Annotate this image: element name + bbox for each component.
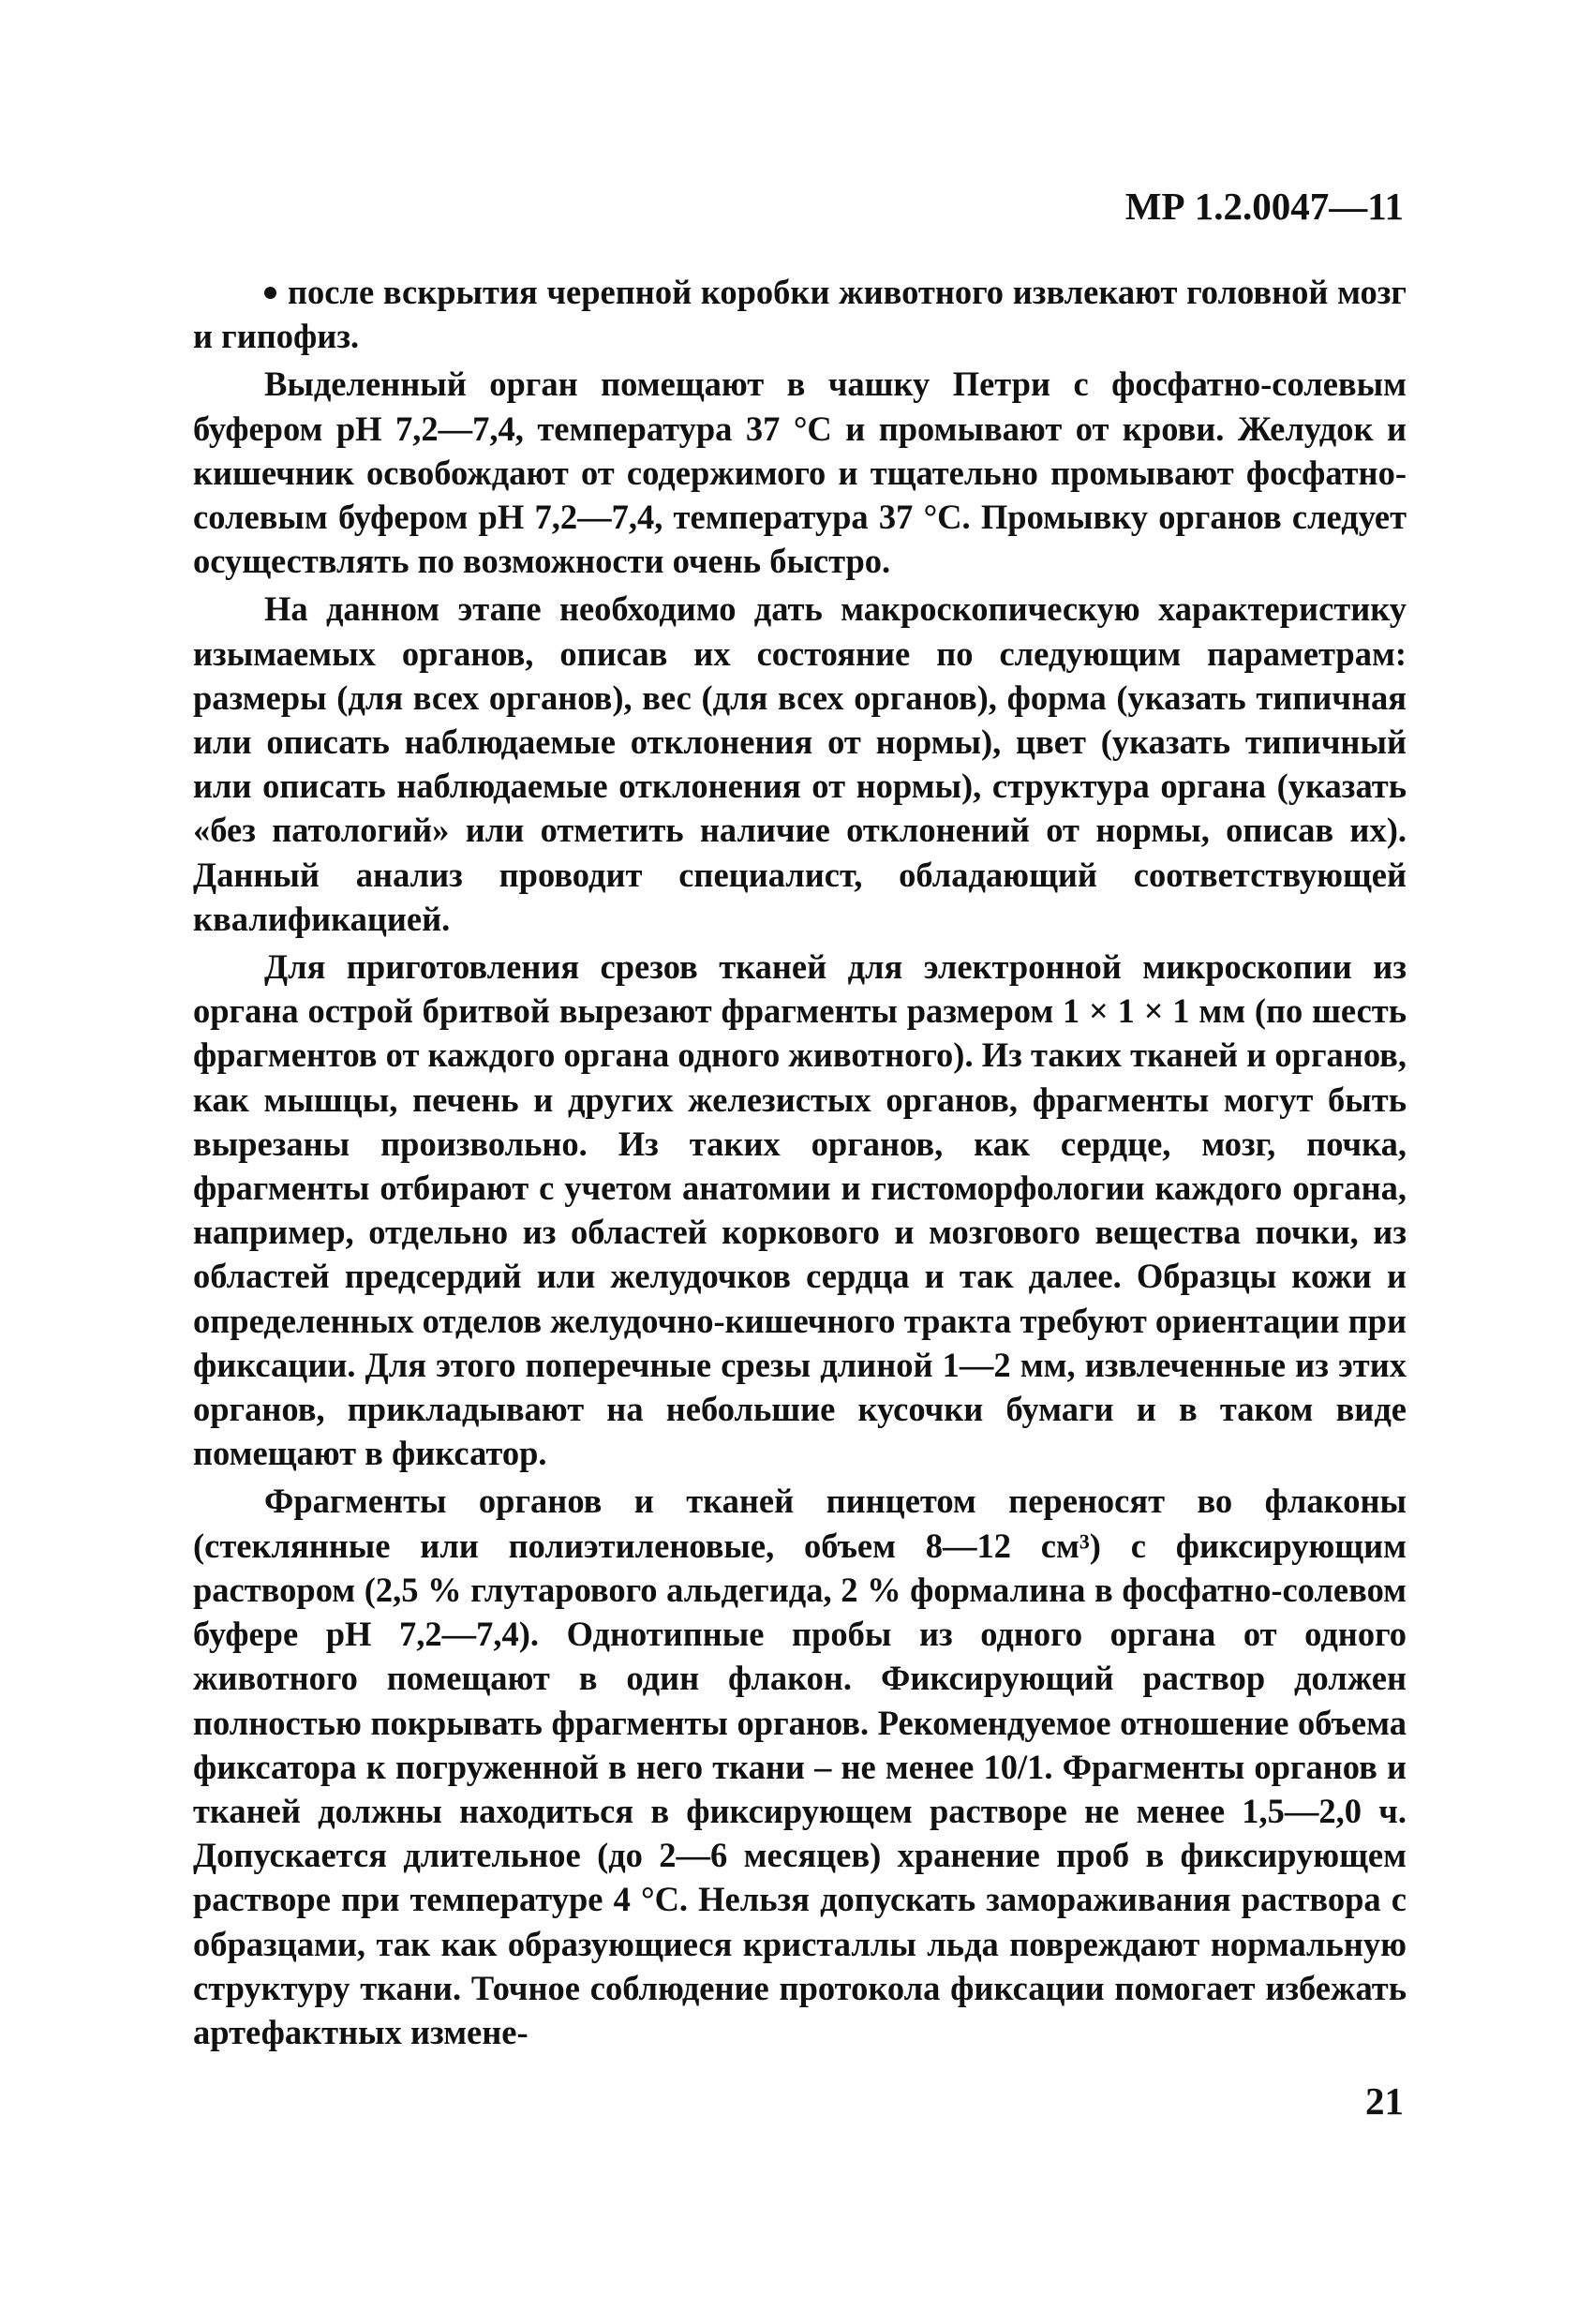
page-number: 21: [1365, 2079, 1404, 2123]
body-text: [193, 270, 1407, 2058]
document-code-header: МР 1.2.0047—11: [1124, 185, 1404, 228]
bullet-item: [193, 270, 1407, 358]
paragraph-macroscopic: На данном этапе необходимо дать макроскопическую характеристику изымаемых органов, описав их состояние по следующим параметрам: размеры (для всех органов), вес (для всех органов), форма (указать типичная или описать наблюдаемые отклонения от нормы), цвет (указать типичный или описать наблюдаемые отклонения от нормы), структура органа (указать «без патологий» или отметить наличие отклонений от нормы, описав их). Данный анализ проводит специалист, обладающий соответствующей квалификацией.: [193, 589, 1407, 938]
paragraph-sections: Для приготовления срезов тканей для электронной микроскопии из органа острой бритвой вырезают фрагменты размером 1 × 1 × 1 мм (по шесть фрагментов от каждого органа одного животного). Из таких тканей и органов, как мышцы, печень и других железистых органов, фрагменты могут быть вырезаны произвольно. Из таких органов, как сердце, мозг, почка, фрагменты отбирают с учетом анатомии и гистоморфологии каждого органа, например, отдельно из областей коркового и мозгового вещества почки, из областей предсердий или желудочков сердца и так далее. Образцы кожи и определенных отделов желудочно-кишечного тракта требуют ориентации при фиксации. Для этого поперечные срезы длиной 1—2 мм, извлеченные из этих органов, прикладывают на небольшие кусочки бумаги и в таком виде помещают в фиксатор.: [193, 947, 1407, 1473]
bullet-text: после вскрытия черепной коробки животного извлекают головной мозг и гипофиз.: [193, 273, 1407, 356]
bullet-icon: [264, 287, 276, 299]
paragraph-washing: Выделенный орган помещают в чашку Петри с фосфатно-солевым буфером рН 7,2—7,4, температура 37 °С и промывают от крови. Желудок и кишечник освобождают от содержимого и тщательно промывают фосфатно-солевым буфером рН 7,2—7,4, температура 37 °С. Промывку органов следует осуществлять по возможности очень быстро.: [193, 365, 1407, 581]
paragraph-fixation: Фрагменты органов и тканей пинцетом переносят во флаконы (стеклянные или полиэтиленовые, объем 8—12 см³) с фиксирующим раствором (2,5 % глутарового альдегида, 2 % формалина в фосфатно-солевом буфере рН 7,2—7,4). Однотипные пробы из одного органа от одного животного помещают в один флакон. Фиксирующий раствор должен полностью покрывать фрагменты органов. Рекомендуемое отношение объема фиксатора к погруженной в него ткани – не менее 10/1. Фрагменты органов и тканей должны находиться в фиксирующем растворе не менее 1,5—2,0 ч. Допускается длительное (до 2—6 месяцев) хранение проб в фиксирующем растворе при температуре 4 °С. Нельзя допускать замораживания раствора с образцами, так как образующиеся кристаллы льда повреждают нормальную структуру ткани. Точное соблюдение протокола фиксации помогает избежать артефактных измене-: [193, 1482, 1407, 2051]
